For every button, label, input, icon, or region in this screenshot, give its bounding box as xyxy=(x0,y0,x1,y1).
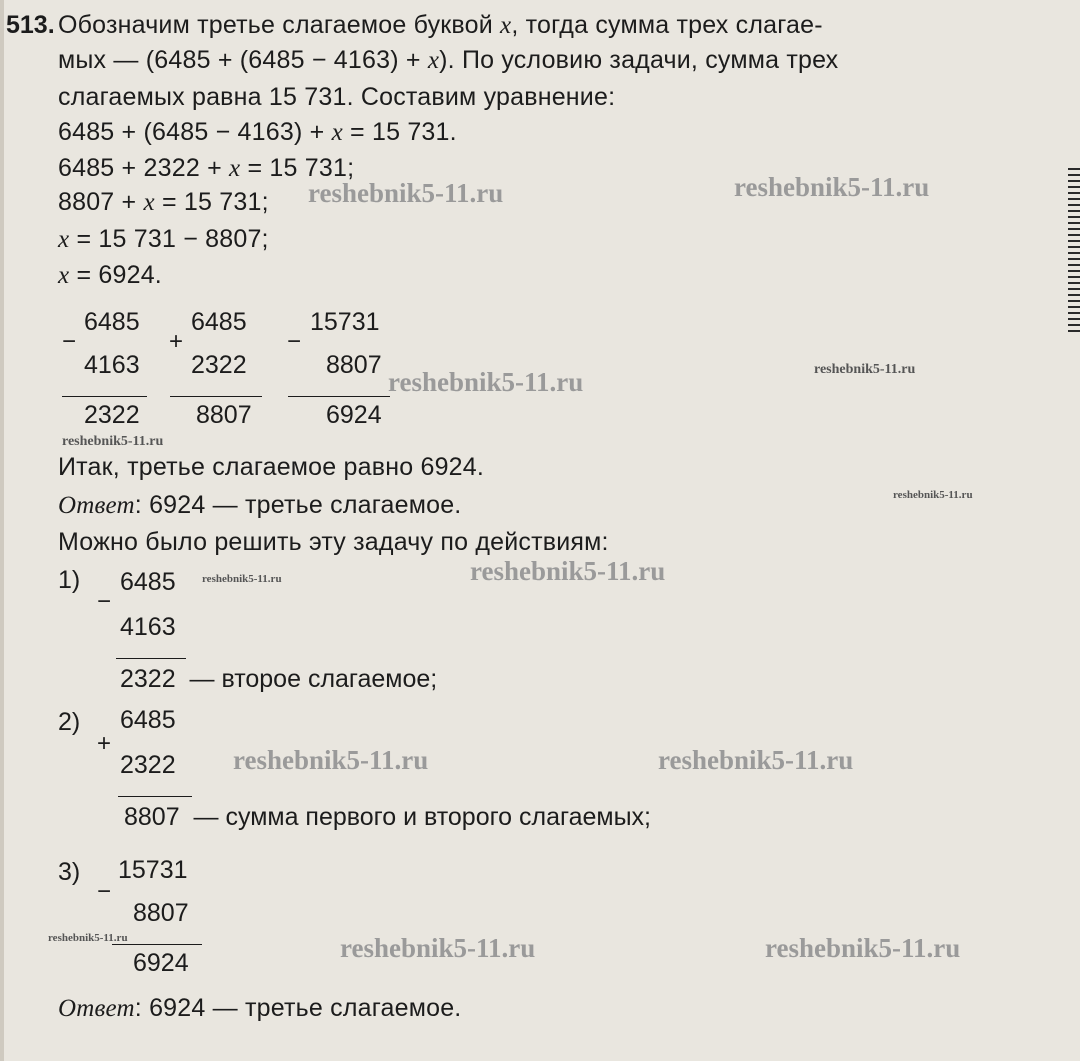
step-3-result: 6924 xyxy=(133,949,189,977)
col1-top: 6485 xyxy=(84,308,140,336)
problem-line-3: слагаемых равна 15 731. Составим уравнение: xyxy=(58,83,616,111)
col3-bottom: 8807 xyxy=(326,351,382,379)
answer-1: Ответ: 6924 — третье слагаемое. xyxy=(58,491,462,519)
problem-line-1: Обозначим третье слагаемое буквой x, тогда сумма трех слагае- xyxy=(58,11,823,39)
step-2-bottom: 2322 xyxy=(120,751,176,779)
col3-result: 6924 xyxy=(326,401,382,429)
conclusion: Итак, третье слагаемое равно 6924. xyxy=(58,453,485,481)
col3-bar xyxy=(288,396,390,397)
col2-result: 8807 xyxy=(196,401,252,429)
equation-1: 6485 + (6485 − 4163) + x = 15 731. xyxy=(58,118,457,146)
watermark: reshebnik5-11.ru xyxy=(48,932,128,944)
step-3-sign: − xyxy=(97,878,112,905)
equation-3: 8807 + x = 15 731; xyxy=(58,188,269,216)
step-2-number: 2) xyxy=(58,708,81,736)
step-3-bar xyxy=(112,944,202,945)
watermark: reshebnik5-11.ru xyxy=(893,489,973,501)
step-1-number: 1) xyxy=(58,566,81,594)
edge-marks xyxy=(1068,168,1080,336)
col1-result: 2322 xyxy=(84,401,140,429)
watermark: reshebnik5-11.ru xyxy=(814,362,916,377)
step-2-bar xyxy=(118,796,192,797)
by-steps-intro: Можно было решить эту задачу по действиям: xyxy=(58,528,609,556)
watermark: reshebnik5-11.ru xyxy=(658,745,854,775)
col1-sign: − xyxy=(62,328,77,355)
step-1-top: 6485 xyxy=(120,568,176,596)
page-spine xyxy=(0,0,4,1061)
watermark: reshebnik5-11.ru xyxy=(340,933,536,963)
col2-sign: + xyxy=(169,328,184,355)
watermark: reshebnik5-11.ru xyxy=(470,556,666,586)
col2-top: 6485 xyxy=(191,308,247,336)
watermark: reshebnik5-11.ru xyxy=(734,172,930,202)
watermark: reshebnik5-11.ru xyxy=(202,573,282,585)
problem-number: 513. xyxy=(6,11,55,39)
watermark: reshebnik5-11.ru xyxy=(233,745,429,775)
watermark: reshebnik5-11.ru xyxy=(388,367,584,397)
step-2-result-line: 8807 — сумма первого и второго слагаемых; xyxy=(124,803,652,831)
step-1-result-line: 2322 — второе слагаемое; xyxy=(120,665,438,693)
watermark: reshebnik5-11.ru xyxy=(765,933,961,963)
watermark: reshebnik5-11.ru xyxy=(62,434,164,449)
step-2-sign: + xyxy=(97,730,112,757)
step-3-number: 3) xyxy=(58,858,81,886)
step-1-bar xyxy=(116,658,186,659)
col3-top: 15731 xyxy=(310,308,380,336)
equation-2: 6485 + 2322 + x = 15 731; xyxy=(58,154,355,182)
problem-line-2: мых — (6485 + (6485 − 4163) + x). По условию задачи, сумма трех xyxy=(58,46,839,74)
answer-2: Ответ: 6924 — третье слагаемое. xyxy=(58,994,462,1022)
col1-bar xyxy=(62,396,147,397)
equation-5: x = 6924. xyxy=(58,261,162,289)
col2-bar xyxy=(170,396,262,397)
step-1-bottom: 4163 xyxy=(120,613,176,641)
watermark: reshebnik5-11.ru xyxy=(308,178,504,208)
col1-bottom: 4163 xyxy=(84,351,140,379)
step-3-top: 15731 xyxy=(118,856,188,884)
step-3-bottom: 8807 xyxy=(133,899,189,927)
step-2-top: 6485 xyxy=(120,706,176,734)
col3-sign: − xyxy=(287,328,302,355)
col2-bottom: 2322 xyxy=(191,351,247,379)
equation-4: x = 15 731 − 8807; xyxy=(58,225,269,253)
step-1-sign: − xyxy=(97,588,112,615)
